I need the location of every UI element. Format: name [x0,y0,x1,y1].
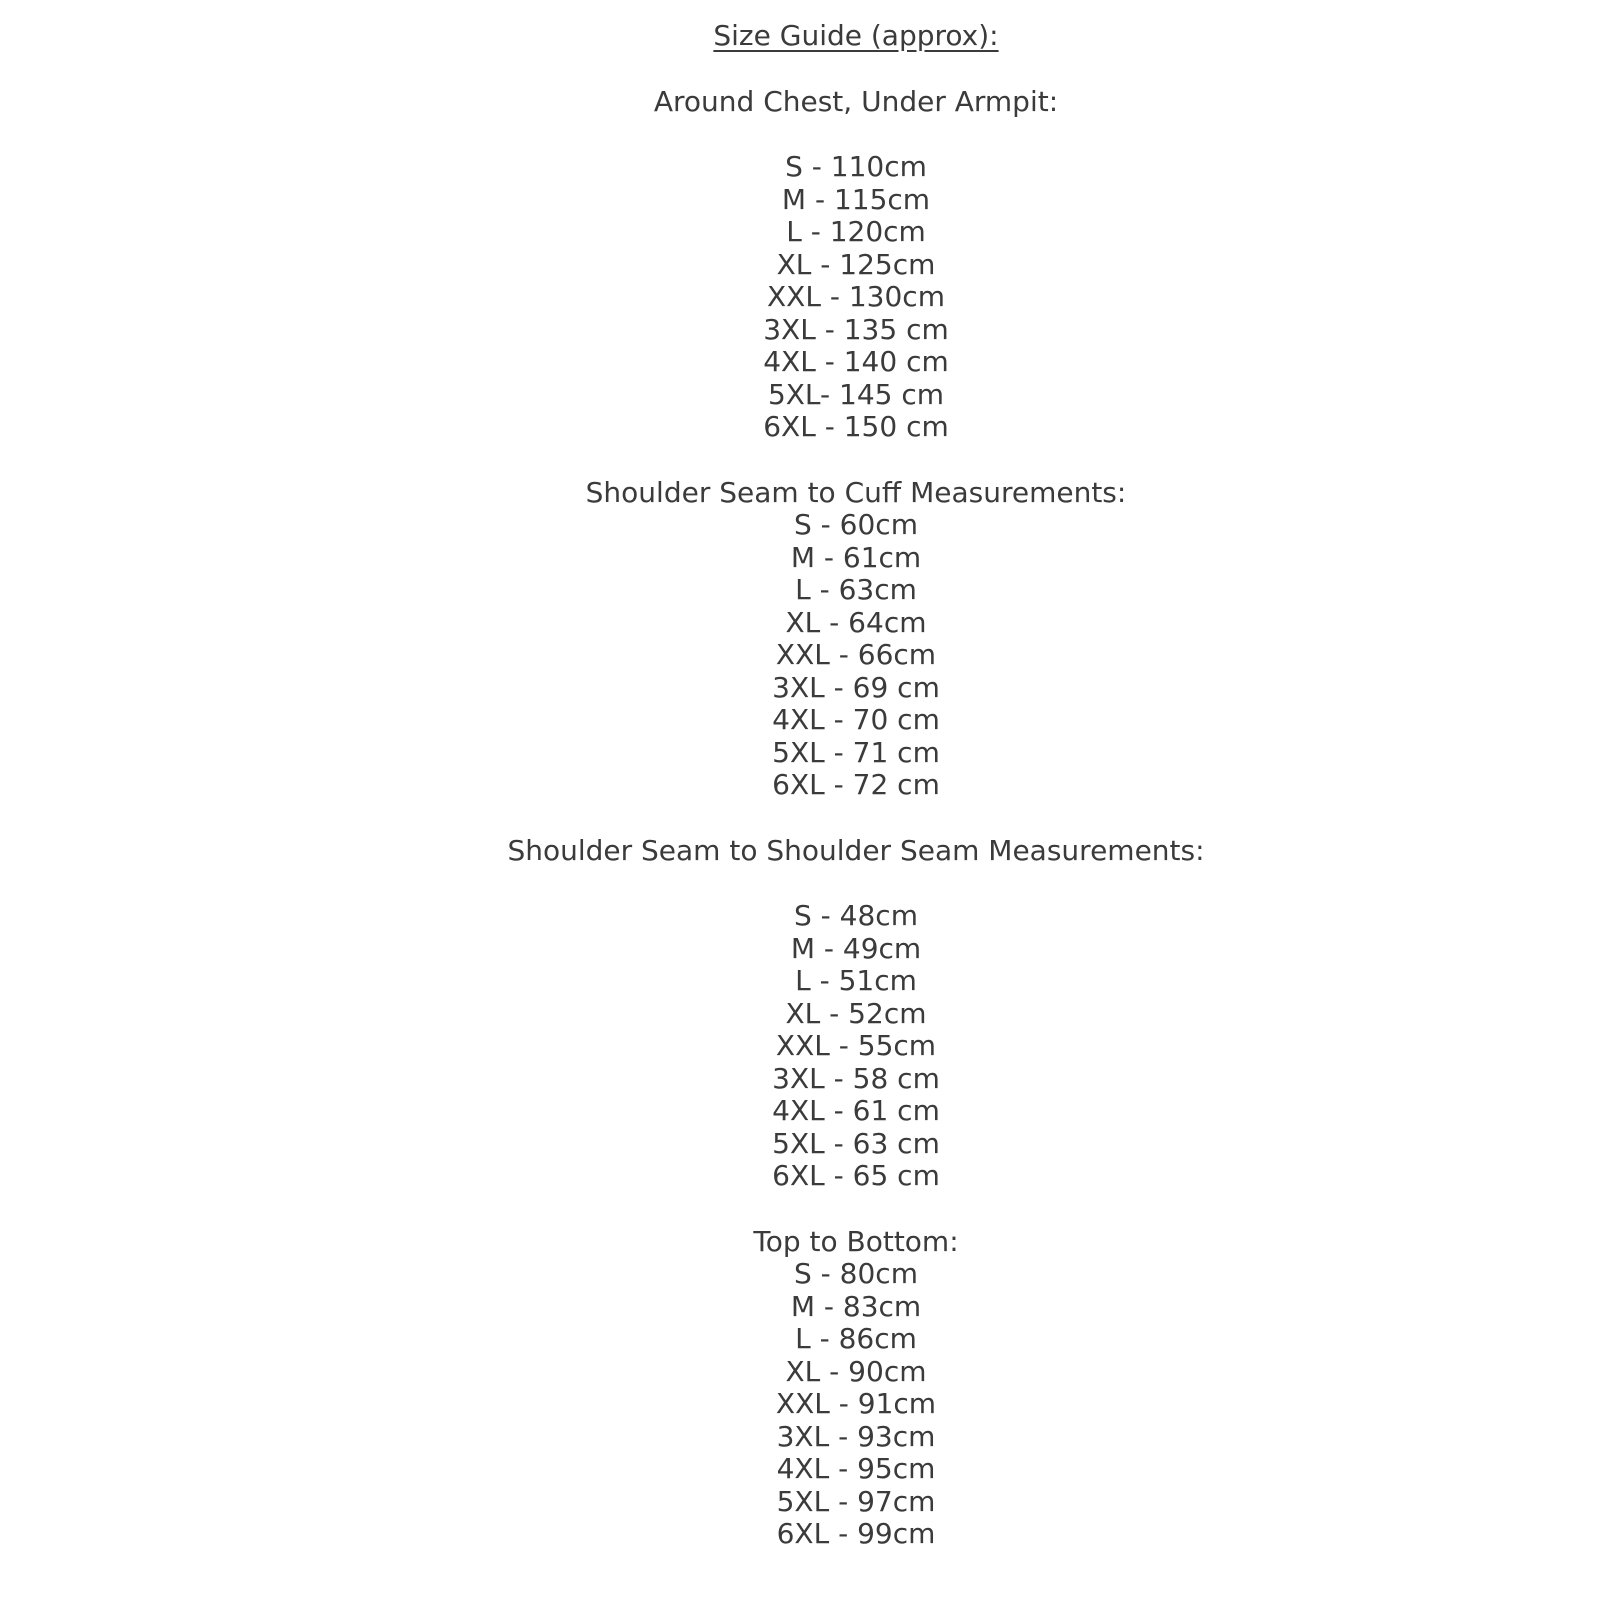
spacer [112,1193,1600,1226]
size-row: S - 80cm [794,1257,918,1290]
section-heading: Top to Bottom: [753,1224,959,1258]
size-row: XXL - 66cm [775,638,937,671]
size-row: XL - 64cm [785,605,927,639]
size-row: 5XL - 71 cm [772,735,940,769]
size-row: 5XL - 63 cm [772,1126,940,1160]
size-row: XXL - 130cm [767,280,945,313]
section-seam-to-seam [112,835,1600,1193]
size-row: 3XL - 135 cm [763,312,949,346]
size-row: XL - 125cm [776,247,936,281]
size-row: S - 110cm [785,150,927,183]
spacer [112,802,1600,835]
size-row: 3XL - 69 cm [772,670,940,704]
spacer [112,53,1600,86]
size-row: 4XL - 70 cm [772,703,940,736]
size-row: 4XL - 140 cm [763,345,949,378]
size-row: L - 120cm [786,215,926,248]
page-title: Size Guide (approx): [713,19,999,52]
size-row: 4XL - 61 cm [772,1094,940,1127]
section-heading: Around Chest, Under Armpit: [653,84,1059,118]
size-row: L - 51cm [795,964,917,997]
size-row: M - 83cm [790,1289,922,1323]
size-row: 3XL - 58 cm [772,1061,940,1095]
size-row: S - 48cm [794,899,918,932]
size-row: S - 60cm [794,508,918,541]
size-row: 6XL - 65 cm [772,1159,940,1192]
section-top-to-bottom [112,1226,1600,1551]
section-seam-to-cuff [112,477,1600,802]
size-row: 6XL - 150 cm [763,410,949,443]
size-row: M - 115cm [781,182,931,216]
size-row: M - 49cm [790,931,922,965]
spacer [112,444,1600,477]
size-row: 5XL- 145 cm [767,377,945,411]
size-row: 3XL - 93cm [776,1419,936,1453]
size-row: XL - 52cm [785,996,927,1030]
size-row: M - 61cm [790,540,922,574]
size-row: 5XL - 97cm [776,1484,936,1518]
spacer [112,118,1600,151]
size-row: XXL - 91cm [775,1387,937,1420]
size-row: XXL - 55cm [775,1029,937,1062]
size-row: 4XL - 95cm [776,1452,936,1485]
size-row: XL - 90cm [785,1354,927,1388]
section-heading: Shoulder Seam to Cuff Measurements: [585,475,1127,509]
section-around-chest [112,86,1600,444]
size-row: L - 86cm [795,1322,917,1355]
size-row: L - 63cm [795,573,917,606]
size-row: 6XL - 99cm [776,1517,936,1550]
section-heading: Shoulder Seam to Shoulder Seam Measurements: [507,833,1205,867]
size-row: 6XL - 72 cm [772,768,940,801]
spacer [112,867,1600,900]
